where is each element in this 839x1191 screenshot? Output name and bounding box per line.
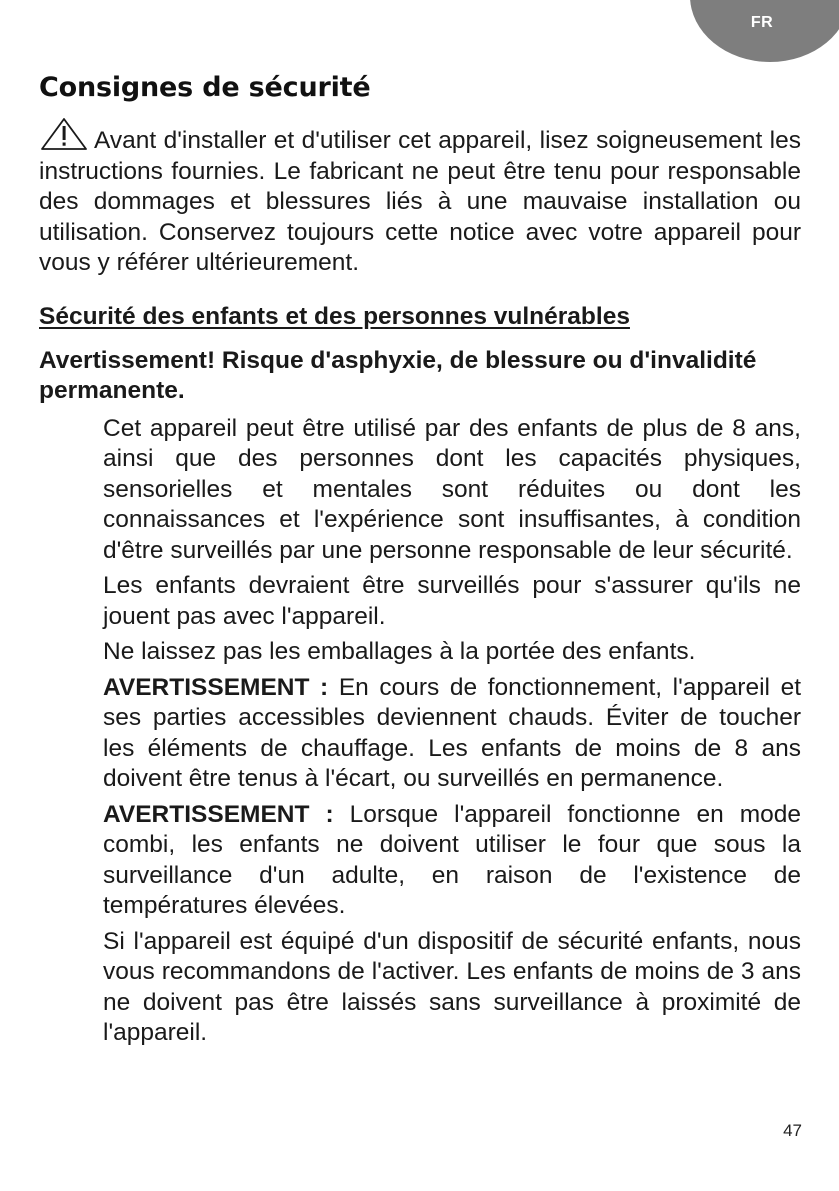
warning-triangle-icon (39, 117, 89, 151)
paragraph: Ne laissez pas les emballages à la portée des enfants. (103, 638, 696, 665)
paragraph: Si l'appareil est équipé d'un dispositif de sécurité enfants, nous vous recommandons de l'activer. Les enfants de moins de 3 ans ne doivent pas être laissés sans surveillance à proximité de l'appareil. (103, 927, 801, 1046)
warning-label: AVERTISSEMENT : (103, 800, 334, 828)
paragraph: Les enfants devraient être surveillés pour s'assurer qu'ils ne jouent pas avec l'appareil. (103, 572, 801, 630)
paragraph: Cet appareil peut être utilisé par des enfants de plus de 8 ans, ainsi que des personnes dont les capacités physiques, sensorielles et mentales sont réduites ou dont les connaissances et l'expérience sont insuffisantes, à condition d'être surveillés par une personne responsable de leur sécurité. (103, 414, 801, 564)
document-body (39, 72, 801, 1054)
intro-text: Avant d'installer et d'utiliser cet appareil, lisez soigneusement les instructions fournies. Le fabricant ne peut être tenu pour responsable des dommages et blessures liés à une mauvaise installation ou utilisation. Conservez toujours cette notice avec votre appareil pour vous y référer ultérieurement. (39, 127, 801, 276)
paragraph-list (39, 414, 801, 1049)
page-number: 47 (783, 1121, 802, 1140)
page-title: Consignes de sécurité (39, 72, 371, 103)
paragraph: AVERTISSEMENT : En cours de fonctionnement, l'appareil et ses parties accessibles deviennent chauds. Éviter de toucher les éléments de chauffage. Les enfants de moins de 8 ans doivent être tenus à l'écart, ou surveillés en permanence. (103, 673, 802, 792)
intro-paragraph (39, 117, 801, 279)
warning-title: Avertissement! Risque d'asphyxie, de blessure ou d'invalidité permanente. (39, 346, 757, 404)
warning-label: AVERTISSEMENT : (103, 673, 329, 701)
language-label: FR (750, 14, 774, 31)
paragraph: AVERTISSEMENT : Lorsque l'appareil fonctionne en mode combi, les enfants ne doivent utiliser le four que sous la surveillance d'un adulte, en raison de l'existence de températures élevées. (103, 800, 801, 919)
section-title: Sécurité des enfants et des personnes vulnérables (39, 302, 630, 330)
